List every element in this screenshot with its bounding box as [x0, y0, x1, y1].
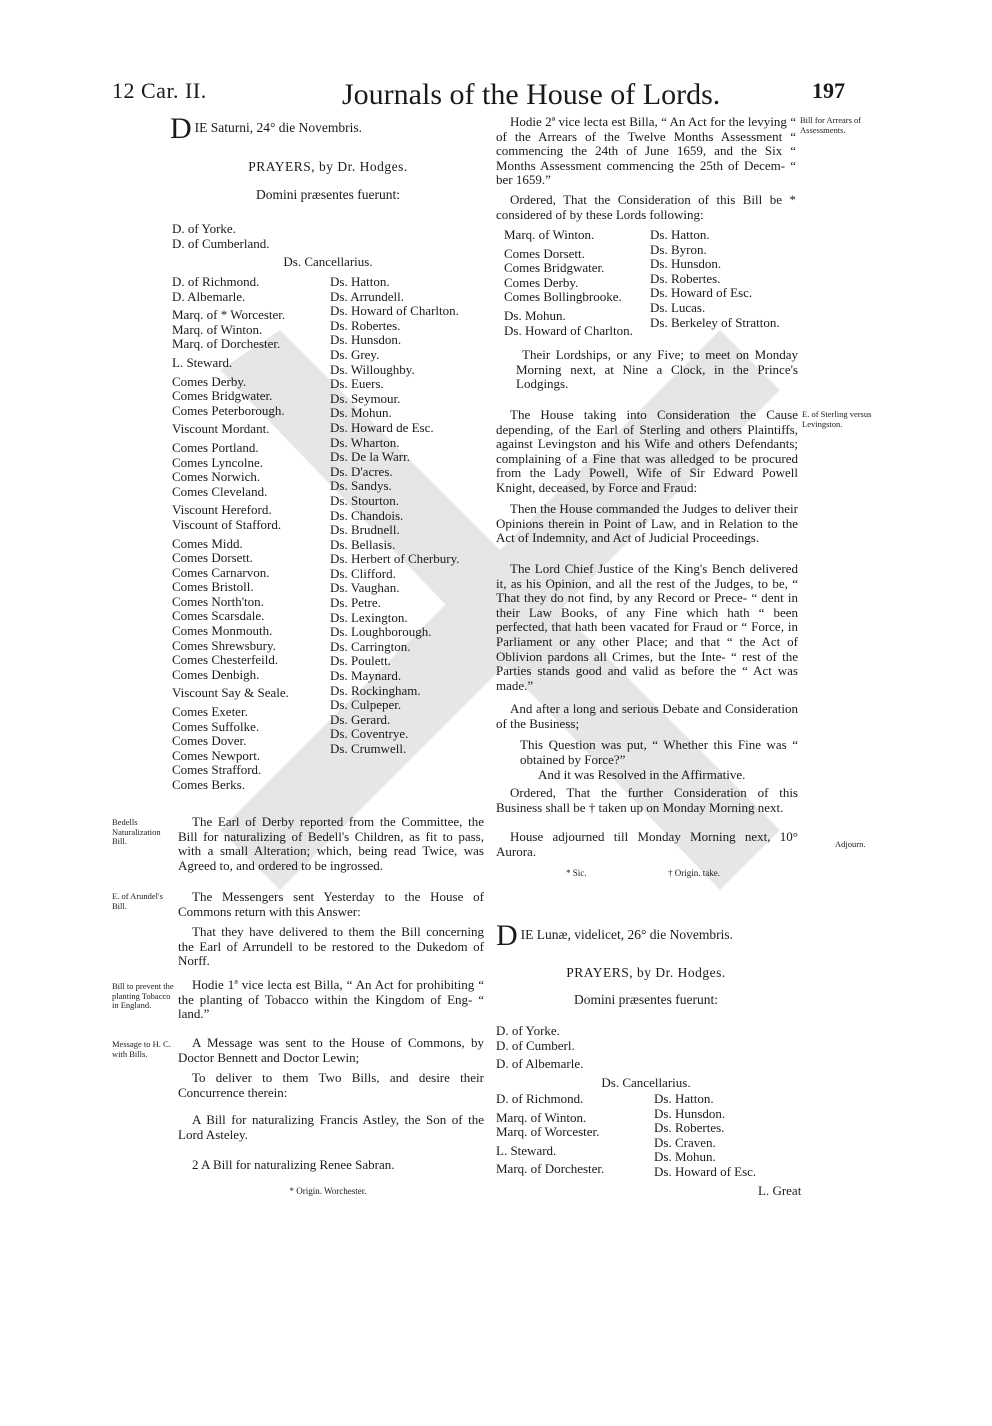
list-item: Ds. Coventrye.: [330, 726, 409, 742]
list-item: Comes Bollingbrooke.: [504, 289, 622, 305]
list-item: Comes Midd.: [172, 535, 243, 551]
list-item: Comes Cleveland.: [172, 483, 268, 499]
list-item: Ds. Willoughby.: [330, 361, 415, 377]
list-item: D. of Richmond.: [496, 1091, 584, 1106]
list-item: Comes North'ton.: [172, 593, 264, 609]
margin-note-adjourn: Adjourn.: [835, 839, 866, 849]
list-item: Ds. Mohun.: [654, 1149, 716, 1165]
list-item: Marq. of Winton.: [504, 227, 595, 242]
delivered-paragraph: That they have delivered to them the Bill concerning the Earl of Arrundell to be restored to the Dukedom of Norff.: [178, 924, 484, 969]
list-item: Ds. Bellasis.: [330, 536, 396, 552]
list-item: Comes Dover.: [172, 733, 247, 749]
list-item: Marq. of Dorchester.: [496, 1161, 605, 1177]
list-item: Viscount Hereford.: [172, 502, 272, 518]
page-number: 197: [812, 78, 845, 103]
list-item: Ds. Brudnell.: [330, 522, 400, 538]
list-item: D. of Yorke.: [172, 221, 236, 236]
list-item: Ds. Byron.: [650, 241, 707, 257]
list-item: Ds. Culpeper.: [330, 697, 402, 713]
list-item: Ds. Hunsdon.: [654, 1105, 726, 1121]
list-item: Viscount Mordant.: [172, 421, 270, 437]
footnote-sic: * Sic.: [566, 868, 587, 878]
list-item: Comes Bridgwater.: [172, 388, 273, 404]
day-heading-2: [496, 919, 796, 952]
ordered-committee-paragraph: Ordered, That the Consideration of this Bill be * considered of by these Lords following:: [496, 192, 796, 222]
list-item: Comes Bristoll.: [172, 579, 254, 595]
list-item: Comes Lyncolne.: [172, 454, 263, 470]
list-item: Ds. Vaughan.: [330, 580, 400, 596]
list-item: Marq. of * Worcester.: [172, 307, 286, 323]
drop-cap-2: D: [496, 919, 518, 952]
chancellor-line: Ds. Cancellarius.: [283, 254, 373, 269]
list-item: Ds. Robertes.: [650, 270, 721, 286]
list-item: D. Albemarle.: [172, 288, 246, 304]
list-item: Comes Peterborough.: [172, 402, 285, 418]
drop-cap: D: [170, 112, 192, 145]
list-item: Ds. Seymour.: [330, 390, 401, 406]
list-item: Ds. Hatton.: [330, 274, 390, 289]
margin-note-sterling: E. of Sterling versus Levingston.: [802, 409, 872, 429]
list-item: Ds. De la Warr.: [330, 449, 410, 465]
list-item: Ds. Chandois.: [330, 507, 404, 523]
list-item: Comes Carnarvon.: [172, 564, 270, 580]
prayers-line-2: PRAYERS, by Dr. Hodges.: [566, 965, 726, 980]
message-paragraph: A Message was sent to the House of Commons, by Doctor Bennett and Doctor Lewin;: [178, 1035, 484, 1065]
list-item: D. of Richmond.: [172, 274, 260, 289]
list-item: Ds. Carrington.: [330, 638, 411, 654]
adjourned-paragraph: House adjourned till Monday Morning next, 10° Aurora.: [496, 829, 798, 859]
margin-note-tobacco: Bill to prevent the planting Tobacco in England.: [112, 981, 174, 1010]
lords-list-2-col1: [496, 1092, 604, 1177]
list-item: Comes Dorsett.: [504, 245, 585, 261]
list-item: Ds. Howard de Esc.: [330, 419, 434, 435]
question-paragraph: This Question was put, “ Whether this Fine was “ obtained by Force?”: [520, 737, 798, 767]
bill2-paragraph: 2 A Bill for naturalizing Renee Sabran.: [192, 1157, 395, 1172]
list-item: Comes Shrewsbury.: [172, 637, 276, 653]
list-item: Comes Scarsdale.: [172, 608, 265, 624]
list-item: Ds. Arrundell.: [330, 288, 405, 304]
lords-list-2-top: [496, 1024, 583, 1072]
footnote-left: * Origin. Worchester.: [289, 1186, 367, 1196]
list-item: D. of Yorke.: [496, 1023, 560, 1038]
list-item: Marq. of Winton.: [496, 1109, 587, 1125]
list-item: Ds. Howard of Esc.: [654, 1163, 757, 1179]
margin-note-arundel: E. of Arundel's Bill.: [112, 891, 163, 911]
tobacco-paragraph: Hodie 1ª vice lecta est Billa, “ An Act for prohibiting “ the planting of Tobacco within the Kingdom of Eng- “ land.”: [178, 977, 484, 1022]
list-item: Ds. Hatton.: [654, 1091, 714, 1106]
list-item: Comes Portland.: [172, 439, 259, 455]
bill1-paragraph: A Bill for naturalizing Francis Astley, the Son of the Lord Asteley.: [178, 1112, 484, 1142]
top-lords-list: [172, 222, 269, 251]
list-item: Ds. Loughborough.: [330, 624, 432, 640]
list-item: Ds. Robertes.: [330, 317, 401, 333]
journal-title: Journals of the House of Lords.: [342, 78, 721, 111]
list-item: D. of Albemarle.: [496, 1056, 584, 1072]
list-item: Ds. Wharton.: [330, 434, 400, 450]
list-item: Ds. Poulett.: [330, 653, 392, 669]
list-item: Comes Derby.: [172, 373, 247, 389]
arrears-paragraph: Hodie 2ª vice lecta est Billa, “ An Act for the levying “ of the Arrears of the Twelve Months Assessment “ commencing the 24th of June 1659, and the Six “ Months Assessment commencing the 25th of Decem- “ ber 1659.”: [496, 114, 796, 188]
resolved-line: And it was Resolved in the Affirmative.: [538, 767, 746, 782]
list-item: Ds. Mohun.: [330, 405, 392, 421]
meeting-paragraph: Their Lordships, or any Five; to meet on Monday Morning next, at Nine a Clock, in the Prince's Lodgings.: [516, 347, 798, 392]
list-item: Comes Suffolke.: [172, 718, 260, 734]
list-item: Comes Bridgwater.: [504, 260, 605, 276]
committee-list-col2: [650, 228, 780, 330]
list-item: Ds. Lucas.: [650, 299, 706, 315]
list-item: Marq. of Worcester.: [496, 1124, 600, 1140]
list-item: D. of Cumberl.: [496, 1037, 575, 1053]
list-item: Ds. Euers.: [330, 376, 384, 392]
list-item: L. Steward.: [496, 1142, 557, 1158]
list-item: Comes Chesterfeild.: [172, 652, 279, 668]
list-item: Ds. Grey.: [330, 346, 380, 362]
list-item: Ds. Sandys.: [330, 478, 392, 494]
list-item: Ds. Clifford.: [330, 565, 396, 581]
messengers-paragraph: The Messengers sent Yesterday to the House of Commons return with this Answer:: [178, 889, 484, 919]
catchword: L. Great: [758, 1183, 802, 1198]
sterling-paragraph: The House taking into Consideration the Cause depending, of the Earl of Sterling and others Plaintiffs, against Levingston and his Wife and others Defendants; complaining of a Fine that was alledged to be procured from the Lady Powell, Wife of Sir Edward Powell Knight, deceased, by Force and Fraud:: [496, 407, 798, 495]
list-item: Ds. Mohun.: [504, 307, 566, 323]
footnote-origin-take: † Origin. take.: [668, 868, 720, 878]
day-heading-2-text: IE Lunæ, videlicet, 26° die Novembris.: [520, 927, 734, 942]
list-item: Ds. Petre.: [330, 595, 381, 611]
list-item: Ds. Craven.: [654, 1134, 716, 1150]
debate-paragraph: And after a long and serious Debate and Consideration of the Business;: [496, 701, 798, 731]
present-line-2: Domini præsentes fuerunt:: [574, 992, 718, 1007]
list-item: Ds. Crumwell.: [330, 741, 407, 756]
day-heading: [170, 112, 486, 145]
lords-list-col2: [330, 275, 459, 757]
list-item: Ds. Gerard.: [330, 711, 391, 727]
list-item: L. Steward.: [172, 354, 233, 370]
list-item: Comes Norwich.: [172, 469, 261, 485]
day-heading-text: IE Saturni, 24° die Novembris.: [194, 120, 363, 135]
list-item: Comes Monmouth.: [172, 623, 273, 639]
regnal-year: 12 Car. II.: [112, 78, 207, 103]
committee-list-col1: [504, 228, 633, 338]
chancellor-line-2: Ds. Cancellarius.: [601, 1075, 691, 1090]
list-item: Ds. D'acres.: [330, 463, 393, 479]
list-item: Ds. Stourton.: [330, 492, 399, 508]
list-item: Comes Exeter.: [172, 704, 248, 720]
list-item: Ds. Berkeley of Stratton.: [650, 314, 780, 330]
list-item: Ds. Hunsdon.: [650, 256, 722, 272]
list-item: Ds. Howard of Charlton.: [504, 322, 633, 338]
list-item: Comes Berks.: [172, 777, 245, 792]
list-item: Comes Denbigh.: [172, 666, 260, 682]
list-item: Marq. of Winton.: [172, 321, 263, 337]
deliver-paragraph: To deliver to them Two Bills, and desire their Concurrence therein:: [178, 1070, 484, 1100]
list-item: Ds. Howard of Esc.: [650, 285, 753, 301]
list-item: Marq. of Dorchester.: [172, 336, 281, 352]
present-line: Domini præsentes fuerunt:: [256, 187, 400, 202]
ordered-further-paragraph: Ordered, That the further Consideration of this Business shall be † taken up on Monday Morning next.: [496, 785, 798, 815]
judges-paragraph: Then the House commanded the Judges to deliver their Opinions therein in Point of Law, and in Relation to the Act of Indemnity, and Act of Judicial Proceedings.: [496, 501, 798, 546]
list-item: Ds. Rockingham.: [330, 682, 421, 698]
list-item: Ds. Maynard.: [330, 668, 402, 684]
list-item: Comes Derby.: [504, 274, 579, 290]
chief-justice-paragraph: The Lord Chief Justice of the King's Bench delivered it, as his Opinion, and all the rest of the Judges, to be, “ That they do not find, by any Record or Prece- “ dent in their Law Books, of any Fine which hath “ been perfected, that hath been vacated for Fraud or “ Force, in Parliament or any other Place; and that “ the Act of Oblivion pardons all Crimes, but the Inte- “ rest of the Parties stands good and valid as before the “ Act was made.”: [496, 561, 798, 693]
list-item: Ds. Herbert of Cherbury.: [330, 551, 460, 567]
list-item: Comes Dorsett.: [172, 550, 253, 566]
list-item: Viscount Say & Seale.: [172, 685, 289, 701]
list-item: Comes Newport.: [172, 747, 261, 763]
margin-note-arrears: Bill for Arrears of Assessments.: [800, 115, 862, 135]
list-item: Ds. Robertes.: [654, 1120, 725, 1136]
bedell-paragraph: The Earl of Derby reported from the Committee, the Bill for naturalizing of Bedell's Children, as fit to pass, with a small Alteration; which, being read Twice, was Agreed to, and ordered to be ingrossed.: [178, 814, 484, 873]
margin-note-message: Message to H. C. with Bills.: [112, 1039, 171, 1059]
list-item: D. of Cumberland.: [172, 235, 270, 251]
list-item: Viscount of Stafford.: [172, 516, 282, 532]
lords-list-col1: [172, 275, 289, 793]
list-item: Comes Strafford.: [172, 762, 262, 778]
prayers-line: PRAYERS, by Dr. Hodges.: [248, 159, 408, 174]
margin-note-bedells: Bedells Naturalization Bill.: [112, 817, 161, 846]
list-item: Ds. Howard of Charlton.: [330, 303, 459, 319]
list-item: Ds. Lexington.: [330, 609, 408, 625]
lords-list-2-col2: [654, 1092, 756, 1180]
list-item: Ds. Hatton.: [650, 227, 710, 242]
list-item: Ds. Hunsdon.: [330, 332, 402, 348]
